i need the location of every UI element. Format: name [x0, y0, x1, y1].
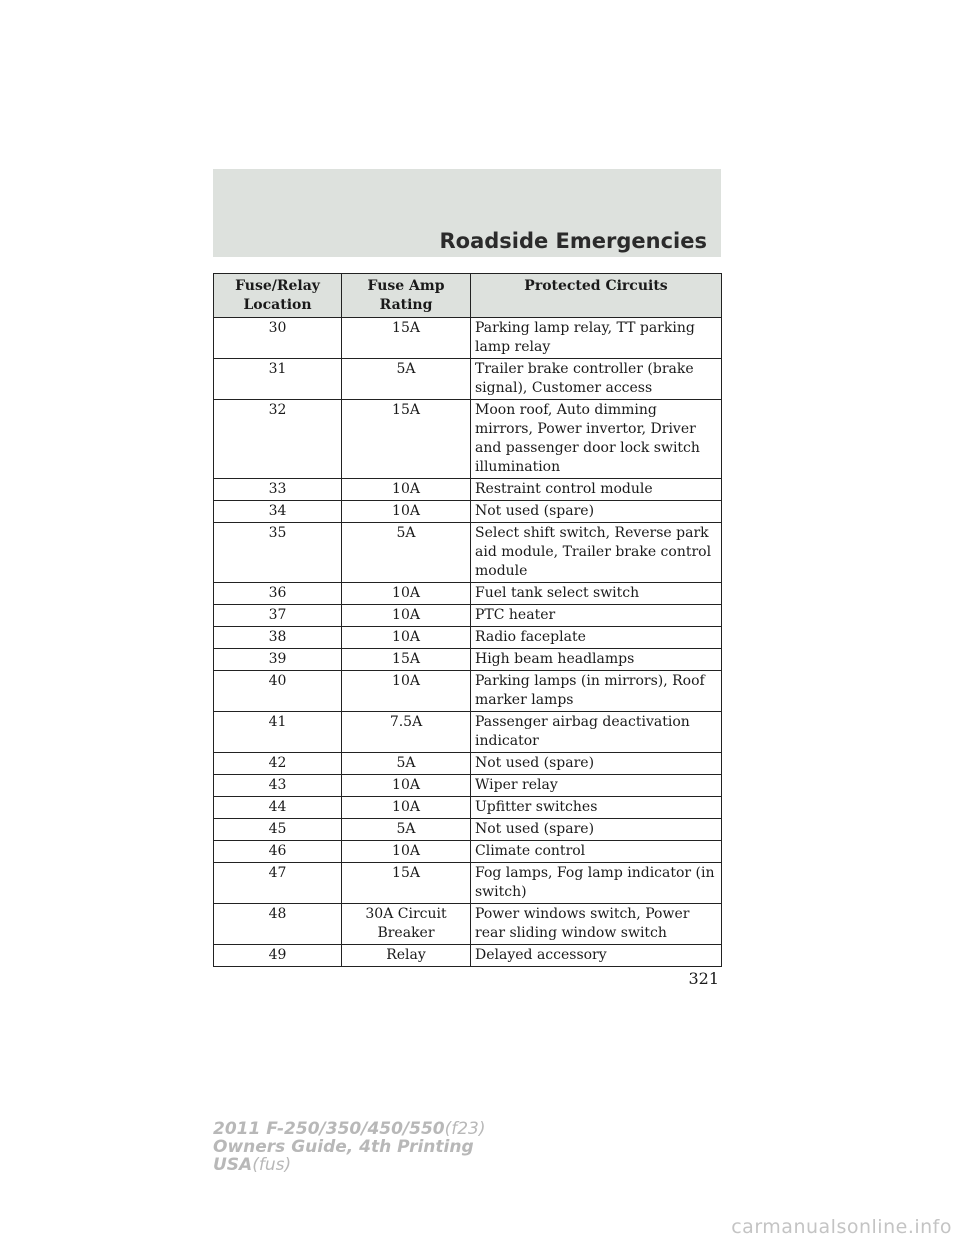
fuse-location-cell: 31 [214, 359, 342, 400]
protected-circuits-cell: Power windows switch, Power rear sliding window switch [471, 904, 722, 945]
fuse-location-cell: 38 [214, 627, 342, 649]
table-row [214, 819, 722, 841]
fuse-rating-cell: 10A [342, 605, 471, 627]
fuse-location-cell: 42 [214, 753, 342, 775]
fuse-rating-cell: 15A [342, 400, 471, 479]
fuse-rating-cell: Relay [342, 945, 471, 967]
footer [213, 1120, 486, 1174]
table-row [214, 753, 722, 775]
fuse-rating-cell: 7.5A [342, 712, 471, 753]
table-row [214, 712, 722, 753]
protected-circuits-cell: Moon roof, Auto dimming mirrors, Power invertor, Driver and passenger door lock switch illumination [471, 400, 722, 479]
footer-market: USA [213, 1155, 253, 1175]
fuse-rating-cell: 10A [342, 841, 471, 863]
watermark: carmanualsonline.info [731, 1216, 952, 1238]
fuse-rating-cell: 5A [342, 753, 471, 775]
protected-circuits-cell: Trailer brake controller (brake signal), Customer access [471, 359, 722, 400]
protected-circuits-cell: High beam headlamps [471, 649, 722, 671]
fuse-rating-cell: 15A [342, 863, 471, 904]
header-band [213, 169, 721, 257]
fuse-location-cell: 45 [214, 819, 342, 841]
footer-market-code: (fus) [252, 1155, 292, 1175]
footer-model: 2011 F-250/350/450/550 [213, 1119, 445, 1139]
protected-circuits-cell: Fuel tank select switch [471, 583, 722, 605]
fuse-rating-cell: 5A [342, 523, 471, 583]
fuse-rating-cell: 15A [342, 318, 471, 359]
table-row [214, 775, 722, 797]
footer-line-2: Owners Guide, 4th Printing [213, 1137, 474, 1157]
fuse-location-cell: 43 [214, 775, 342, 797]
fuse-rating-cell: 10A [342, 479, 471, 501]
fuse-location-cell: 46 [214, 841, 342, 863]
table-row [214, 359, 722, 400]
fuse-rating-cell: 10A [342, 797, 471, 819]
protected-circuits-cell: Passenger airbag deactivation indicator [471, 712, 722, 753]
fuse-location-cell: 32 [214, 400, 342, 479]
protected-circuits-cell: Not used (spare) [471, 819, 722, 841]
protected-circuits-cell: PTC heater [471, 605, 722, 627]
fuse-rating-cell: 5A [342, 819, 471, 841]
table-row [214, 671, 722, 712]
table-row [214, 841, 722, 863]
footer-model-code: (f23) [444, 1119, 486, 1139]
fuse-location-cell: 49 [214, 945, 342, 967]
footer-line-1 [213, 1120, 486, 1138]
fuse-location-cell: 40 [214, 671, 342, 712]
column-header-rating: Fuse Amp Rating [342, 274, 471, 318]
fuse-table [213, 273, 722, 967]
footer-line-3 [213, 1156, 486, 1174]
fuse-location-cell: 47 [214, 863, 342, 904]
table-row [214, 318, 722, 359]
table-row [214, 945, 722, 967]
table-row [214, 523, 722, 583]
fuse-rating-cell: 10A [342, 627, 471, 649]
fuse-location-cell: 35 [214, 523, 342, 583]
fuse-table-body [214, 318, 722, 967]
fuse-rating-cell: 30A Circuit Breaker [342, 904, 471, 945]
column-header-circuits: Protected Circuits [471, 274, 722, 318]
fuse-location-cell: 33 [214, 479, 342, 501]
fuse-rating-cell: 10A [342, 775, 471, 797]
fuse-location-cell: 48 [214, 904, 342, 945]
column-header-location: Fuse/Relay Location [214, 274, 342, 318]
protected-circuits-cell: Delayed accessory [471, 945, 722, 967]
protected-circuits-cell: Radio faceplate [471, 627, 722, 649]
section-title: Roadside Emergencies [439, 229, 707, 253]
table-row [214, 479, 722, 501]
protected-circuits-cell: Select shift switch, Reverse park aid module, Trailer brake control module [471, 523, 722, 583]
protected-circuits-cell: Restraint control module [471, 479, 722, 501]
protected-circuits-cell: Not used (spare) [471, 501, 722, 523]
protected-circuits-cell: Fog lamps, Fog lamp indicator (in switch) [471, 863, 722, 904]
fuse-location-cell: 34 [214, 501, 342, 523]
fuse-location-cell: 36 [214, 583, 342, 605]
fuse-rating-cell: 10A [342, 583, 471, 605]
fuse-location-cell: 41 [214, 712, 342, 753]
fuse-rating-cell: 10A [342, 671, 471, 712]
table-row [214, 400, 722, 479]
table-row [214, 501, 722, 523]
table-row [214, 649, 722, 671]
protected-circuits-cell: Climate control [471, 841, 722, 863]
table-header-row [214, 274, 722, 318]
fuse-rating-cell: 10A [342, 501, 471, 523]
protected-circuits-cell: Not used (spare) [471, 753, 722, 775]
protected-circuits-cell: Parking lamps (in mirrors), Roof marker lamps [471, 671, 722, 712]
fuse-location-cell: 39 [214, 649, 342, 671]
table-row [214, 797, 722, 819]
fuse-rating-cell: 15A [342, 649, 471, 671]
fuse-location-cell: 30 [214, 318, 342, 359]
fuse-rating-cell: 5A [342, 359, 471, 400]
protected-circuits-cell: Parking lamp relay, TT parking lamp relay [471, 318, 722, 359]
protected-circuits-cell: Wiper relay [471, 775, 722, 797]
table-row [214, 583, 722, 605]
table-row [214, 627, 722, 649]
page-number: 321 [688, 969, 719, 988]
fuse-location-cell: 37 [214, 605, 342, 627]
fuse-location-cell: 44 [214, 797, 342, 819]
protected-circuits-cell: Upfitter switches [471, 797, 722, 819]
table-row [214, 863, 722, 904]
table-row [214, 605, 722, 627]
table-row [214, 904, 722, 945]
